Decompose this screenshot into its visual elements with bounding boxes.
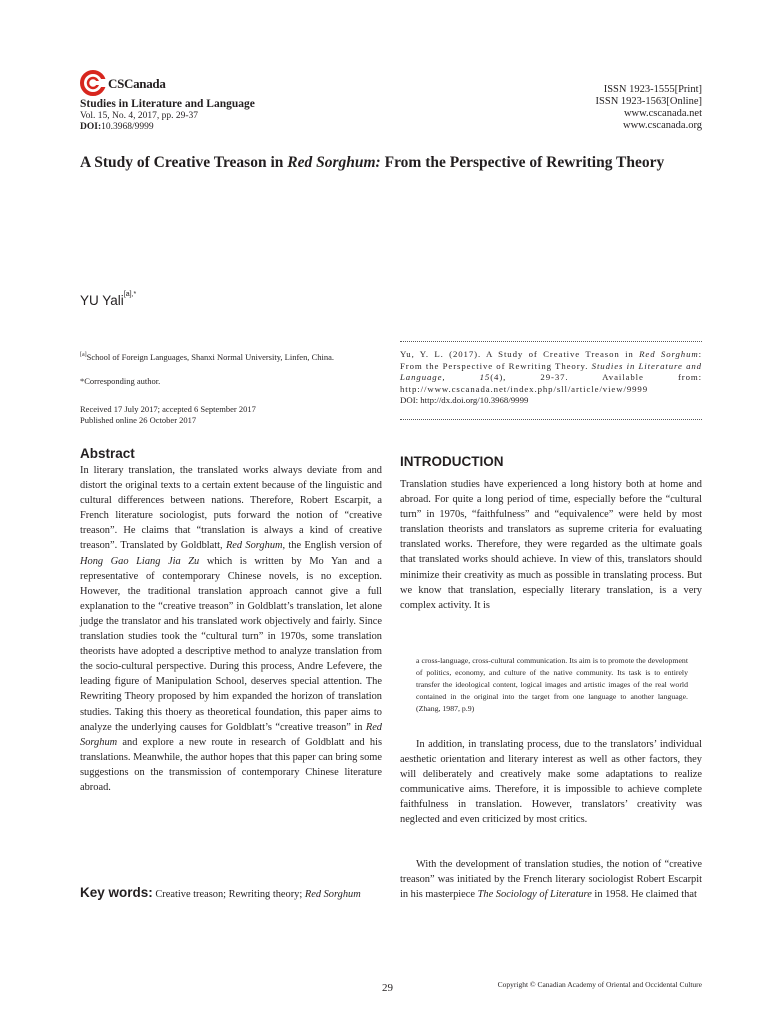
intro-p3a: With the development of translation studies, the notion of “creative treason” was initiated by the French literary sociologist Robert Escarpit in his masterpiece: [400, 859, 702, 901]
abstract-p1: In literary translation, the translated works always deviate from and distort the original texts to a certain extent because of the linguistic and cultural differences between nations. Therefore, Robert Escarpit, a French literature sociologist, puts forward the notion of “creative treason”. He claims that “translation is always a kind of creative treason”. Translated by Goldblatt,: [80, 465, 382, 552]
received-date: Received 17 July 2017; accepted 6 September 2017: [80, 404, 256, 414]
divider: [400, 419, 702, 420]
intro-p3b: in 1958. He claimed that: [591, 889, 697, 901]
cite-i2: Studies in Literature and Language, 15: [400, 360, 702, 382]
journal-meta: [596, 84, 702, 132]
affiliation-sup: [a]: [80, 352, 87, 358]
citation: [400, 349, 702, 407]
abstract-heading: Abstract: [80, 446, 135, 461]
keywords: [80, 886, 382, 901]
author-name: [80, 293, 136, 308]
abstract-i1: Red Sorghum: [225, 540, 283, 552]
doi-label: DOI:: [80, 122, 102, 132]
intro-p3i: The Sociology of Literature: [477, 889, 592, 901]
introduction-p1: Translation studies have experienced a long history both at home and abroad. For quite a long period of time, especially before the “cultural turn” in 1970s, “faithfulness” and “equivalence” were held by most translation theorists and translators as supreme criteria for evaluating translated works. Therefore, they were regarded as the ultimate goals that translated works should achieve. In view of this, translators should minimize their creativity as much as possible in translating process. But we know that translation, especially literary translation, is a very complex activity. It is: [400, 479, 702, 611]
corresponding-author: *Corresponding author.: [80, 376, 161, 386]
keywords-text: Creative treason; Rewriting theory;: [152, 889, 305, 900]
affiliation: [80, 350, 385, 363]
author-text: YU Yali: [80, 293, 124, 308]
cite-i1: Red Sorghum: [639, 349, 699, 359]
block-quote: a cross-language, cross-cultural communication. Its aim is to promote the development of politics, economy, and culture of the native community. Its task is to entirely transfer the ideological content, logical images and artistic images of the real world contained in the original into the target from one language to another language. (Zhang, 1987, p.9): [416, 656, 688, 713]
cite-t2: : From the Perspective of Rewriting Theory.: [400, 349, 703, 371]
cscanada-logo-icon: [80, 70, 106, 96]
logo-text: CSCanada: [108, 76, 166, 91]
volume-line: Vol. 15, No. 4, 2017, pp. 29-37: [80, 111, 199, 121]
website-link-org[interactable]: www.cscanada.org: [622, 120, 702, 131]
affiliation-text: School of Foreign Languages, Shanxi Normal University, Linfen, China.: [86, 351, 334, 362]
article-title: [80, 154, 706, 172]
keywords-label: Key words:: [80, 885, 153, 900]
issn-online: ISSN 1923-1563[Online]: [595, 96, 702, 107]
abstract-p3: which is written by Mo Yan and a representative of contemporary Chinese novels, is no exception. However, the traditional translation approach cannot give a full explanation to the “creative treason” in Goldblatt’s translation, let alone judge the translator and his translated work objectively and fairly. Since translation studies took the “cultural turn” in 1970s, some translation theorists have adopted a descriptive method to analyze translation from the socio-cultural perspective. During this process, Andre Lefevere, the leading figure of Manipulation School, deserves special attention. The Rewriting Theory proposed by him expanded the horizon of translation studies. Taking this thoery as theoretical foundation, this paper aims to analyze the underlying causes for Goldblatt’s “creative treason” in: [80, 555, 382, 733]
abstract-p4: and explore a new route in research of Goldblatt and his translations. Meanwhile, the author hopes that this paper can bring some suggestions on the transmission of contemporary Chinese literature abroad.: [80, 736, 382, 793]
keywords-italic: Red Sorghum: [304, 889, 361, 900]
introduction-p2: In addition, in translating process, due to the translators’ individual aesthetic orientation and literary interest as well as other factors, they will deliberately and creatively make some adaptations to realize communicative aims. Therefore, it is impossible to achieve complete faithfulness in translation. However, translators’ creativity was neglected and even criticized by most critics.: [400, 739, 702, 826]
doi-line: [80, 122, 154, 132]
abstract-text: [80, 463, 382, 795]
divider: [400, 341, 702, 342]
introduction-p3: [400, 857, 702, 902]
cite-t1: Yu, Y. L. (2017). A Study of Creative Treason in: [400, 349, 640, 359]
publisher-logo: [80, 70, 198, 100]
abstract-i3: Red Sorghum: [80, 721, 382, 748]
cite-doi[interactable]: DOI: http://dx.doi.org/10.3968/9999: [400, 395, 529, 405]
abstract-i2: Hong Gao Liang Jia Zu: [80, 555, 200, 567]
page-number: 29: [382, 982, 393, 994]
introduction-heading: INTRODUCTION: [400, 454, 504, 469]
published-date: Published online 26 October 2017: [80, 415, 197, 425]
issn-print: ISSN 1923-1555[Print]: [603, 84, 702, 95]
cite-t3[interactable]: (4), 29-37. Available from: http://www.cscanada.net/index.php/sll/article/view/9999: [400, 372, 702, 394]
website-link-net[interactable]: www.cscanada.net: [623, 108, 702, 119]
copyright: Copyright © Canadian Academy of Oriental and Occidental Culture: [497, 980, 702, 989]
dates: [80, 404, 256, 426]
title-italic: Red Sorghum:: [287, 154, 381, 171]
author-sup: [a],*: [123, 291, 137, 298]
abstract-p2: , the English version of: [282, 540, 382, 552]
doi-value: 10.3968/9999: [101, 122, 154, 132]
title-part2: From the Perspective of Rewriting Theory: [380, 154, 665, 171]
journal-name: Studies in Literature and Language: [80, 98, 255, 110]
title-part1: A Study of Creative Treason in: [80, 154, 288, 171]
